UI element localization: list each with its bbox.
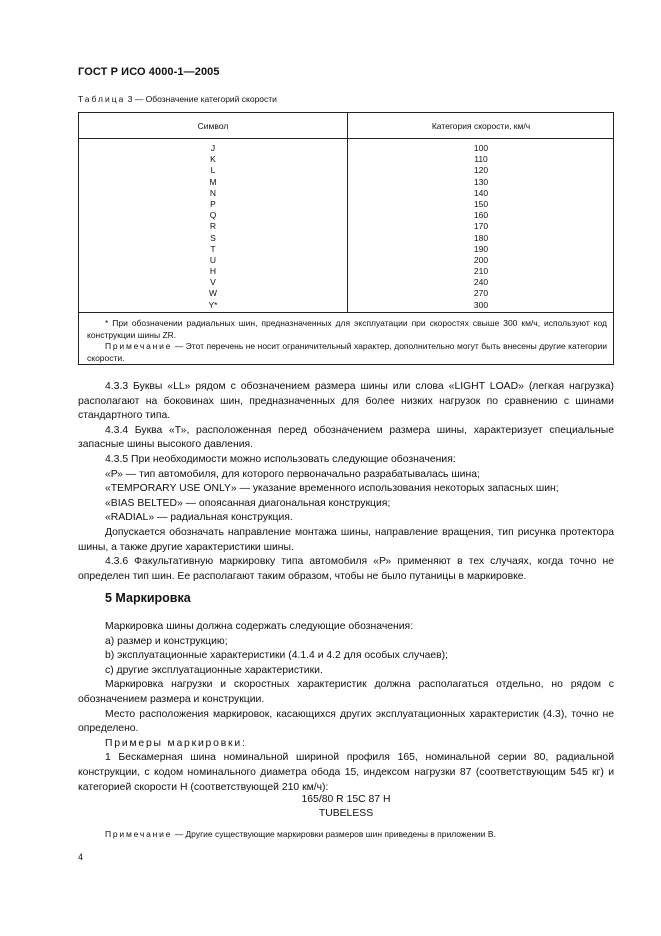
- example-1: 1 Бескамерная шина номинальной шириной профиля 165, номинальной серии 80, радиальной конструкции, с кодом номинального диаметра обода 15, индексом нагрузки 87 (соответствующим 545 кг) и категорией скорости Н (соответствующей 210 км/ч):: [78, 752, 614, 793]
- speed-cell: 210: [473, 266, 489, 277]
- paragraph-4-3-3: 4.3.3 Буквы «LL» рядом с обозначением размера шины или слова «LIGHT LOAD» (легкая нагрузка) располагают на боковинах шин, предназначенных для более низких нагрузок по сравнению с шинами стандартного типа.: [78, 381, 614, 422]
- symbol-cell: H: [209, 266, 217, 277]
- list-item-a: a) размер и конструкцию;: [105, 635, 228, 647]
- section-title: 5 Маркировка: [105, 591, 191, 605]
- marking-example-line-2: TUBELESS: [318, 808, 374, 819]
- paragraphs-bottom: [78, 620, 614, 795]
- page-number: 4: [78, 852, 84, 862]
- speed-category-table: [78, 112, 614, 365]
- list-item-bias: «BIAS BELTED» — опоясанная диагональная конструкция;: [105, 497, 391, 509]
- list-item-temporary: «TEMPORARY USE ONLY» — указание временного использования некоторых запасных шин;: [105, 483, 559, 495]
- table-footnote: * При обозначении радиальных шин, предназначенных для эксплуатации при скоростях свыше 300 км/ч, используют код конструкции шины ZR.: [87, 318, 607, 340]
- paragraph-load-speed: Маркировка нагрузки и скоростных характеристик должна располагаться отдельно, но рядом с обозначением размера и конструкции.: [78, 679, 614, 705]
- symbol-cell: K: [210, 154, 216, 165]
- symbol-cell: V: [210, 277, 216, 288]
- table-caption-text: 3 — Обозначение категорий скорости: [127, 94, 277, 104]
- symbol-cell: W: [208, 288, 218, 299]
- paragraph-4-3-5: 4.3.5 При необходимости можно использовать следующие обозначения:: [105, 453, 456, 465]
- speed-cell: 170: [473, 221, 489, 232]
- table-footer: [87, 318, 607, 364]
- symbol-cell: Y*: [208, 299, 218, 310]
- speed-cell: 270: [473, 288, 489, 299]
- paragraphs-top: [78, 380, 614, 584]
- symbol-cell: T: [210, 243, 216, 254]
- speed-cell: 130: [473, 176, 489, 187]
- list-item-c: c) другие эксплуатационные характеристики.: [105, 664, 323, 676]
- table-header-row: [79, 113, 613, 139]
- symbol-cell: L: [210, 165, 216, 176]
- speed-cell: 140: [473, 187, 489, 198]
- document-id: ГОСТ Р ИСО 4000-1—2005: [78, 66, 220, 78]
- symbol-cell: R: [209, 221, 217, 232]
- examples-heading-text: Примеры маркировки:: [105, 737, 247, 749]
- symbol-cell: Q: [209, 210, 217, 221]
- table-note: [87, 341, 607, 364]
- bottom-note: [105, 829, 496, 839]
- column-header-speed: Категория скорости, км/ч: [431, 121, 531, 131]
- symbol-cell: P: [210, 198, 216, 209]
- paragraph-location: Место расположения маркировок, касающихся других эксплуатационных характеристик (4.3), точно не определено.: [78, 708, 614, 735]
- marking-example-line-1: 165/80 R 15C 87 H: [301, 794, 391, 805]
- list-item-p: «Р» — тип автомобиля, для которого первоначально разрабатывалась шина;: [105, 468, 480, 480]
- list-item-radial: «RADIAL» — радиальная конструкция.: [105, 512, 293, 524]
- table-note-text: — Этот перечень не носит ограничительный характер, дополнительно могут быть внесены другие категории скорости.: [87, 341, 607, 363]
- table-note-word: Примечание: [105, 341, 173, 352]
- examples-heading: [78, 737, 614, 752]
- speed-cell: 190: [473, 243, 489, 254]
- symbol-cell: U: [209, 254, 217, 265]
- symbol-cell: S: [210, 232, 216, 243]
- speed-cell: 160: [473, 210, 489, 221]
- paragraph-4-3-4: 4.3.4 Буква «Т», расположенная перед обозначением размера шины, характеризует специальные запасные шины высокого давления.: [78, 424, 614, 451]
- column-header-symbol: Символ: [197, 121, 229, 131]
- speed-cell: 150: [473, 198, 489, 209]
- speed-cell: 180: [473, 232, 489, 243]
- speed-cell: 100: [473, 143, 489, 153]
- paragraph-marking-intro: Маркировка шины должна содержать следующие обозначения:: [105, 621, 414, 632]
- bottom-note-text: — Другие существующие маркировки размеров шин приведены в приложении В.: [172, 829, 496, 839]
- table-footer-divider: [79, 312, 613, 313]
- speed-cell: 200: [473, 254, 489, 265]
- paragraph-4-3-6: 4.3.6 Факультативную маркировку типа автомобиля «Р» применяют в тех случаях, когда точно не определен тип шин. Ее располагают таким образом, чтобы не было путаницы в маркировке.: [78, 556, 614, 582]
- paragraph-direction: Допускается обозначать направление монтажа шины, направление вращения, тип рисунка протектора шины, а также другие характеристики шины.: [78, 526, 614, 553]
- symbol-cell: N: [209, 187, 217, 198]
- symbol-cell: J: [210, 143, 216, 153]
- speed-column: [347, 143, 615, 311]
- table-caption-word: Таблица: [78, 94, 126, 104]
- symbol-cell: M: [209, 176, 217, 187]
- table-caption: [78, 94, 277, 104]
- symbol-column: [79, 143, 347, 311]
- bottom-note-word: Примечание: [105, 829, 173, 839]
- speed-cell: 240: [473, 277, 489, 288]
- speed-cell: 300: [473, 299, 489, 310]
- speed-cell: 110: [474, 154, 488, 165]
- speed-cell: 120: [473, 165, 489, 176]
- list-item-b: b) эксплуатационные характеристики (4.1.4 и 4.2 для особых случаев);: [105, 650, 449, 662]
